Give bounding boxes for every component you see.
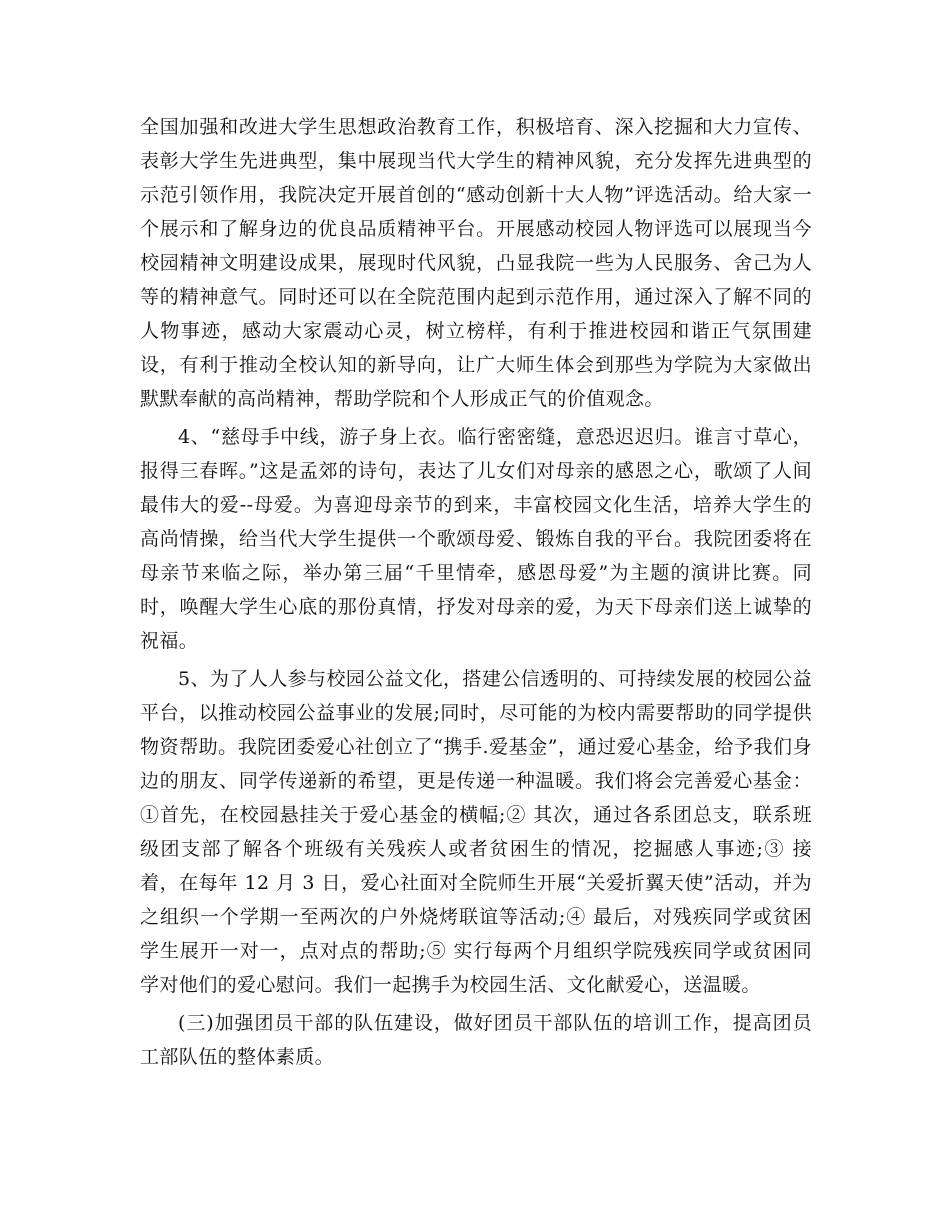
paragraph-section-3: (三)加强团员干部的队伍建设，做好团员干部队伍的培训工作，提高团员工部队伍的整体素质。: [140, 1012, 812, 1068]
document-body: [140, 110, 812, 1078]
paragraph-item-5: 5、为了人人参与校园公益文化，搭建公信透明的、可持续发展的校园公益平台，以推动校园公益事业的发展;同时，尽可能的为校内需要帮助的同学提供物资帮助。我院团委爱心社创立了“携手.爱基金”，通过爱心基金，给予我们身边的朋友、同学传递新的希望，更是传递一种温暖。我们将会完善爱心基金：①首先，在校园悬挂关于爱心基金的横幅;② 其次，通过各系团总支，联系班级团支部了解各个班级有关残疾人或者贫困生的情况，挖掘感人事迹;③ 接着，在每年 12 月 3 日，爱心社面对全院师生开展“关爱折翼天使”活动，并为之组织一个学期一至两次的户外烧烤联谊等活动;④ 最后，对残疾同学或贫困学生展开一对一，点对点的帮助;⑤ 实行每两个月组织学院残疾同学或贫困同学对他们的爱心慰问。我们一起携手为校园生活、文化献爱心，送温暖。: [140, 668, 812, 996]
paragraph-item-4: 4、“慈母手中线，游子身上衣。临行密密缝，意恐迟迟归。谁言寸草心，报得三春晖。”这是孟郊的诗句，表达了儿女们对母亲的感恩之心，歌颂了人间最伟大的爱--母爱。为喜迎母亲节的到来，丰富校园文化生活，培养大学生的高尚情操，给当代大学生提供一个歌颂母爱、锻炼自我的平台。我院团委将在母亲节来临之际，举办第三届“千里情牵，感恩母爱”为主题的演讲比赛。同时，唤醒大学生心底的那份真情，抒发对母亲的爱，为天下母亲们送上诚挚的祝福。: [140, 426, 812, 652]
paragraph-continuation: 全国加强和改进大学生思想政治教育工作，积极培育、深入挖掘和大力宣传、表彰大学生先进典型，集中展现当代大学生的精神风貌，充分发挥先进典型的示范引领作用，我院决定开展首创的“感动创新十大人物”评选活动。给大家一个展示和了解身边的优良品质精神平台。开展感动校园人物评选可以展现当今校园精神文明建设成果，展现时代风貌，凸显我院一些为人民服务、舍己为人等的精神意气。同时还可以在全院范围内起到示范作用，通过深入了解不同的人物事迹，感动大家震动心灵，树立榜样，有利于推进校园和谐正气氛围建设，有利于推动全校认知的新导向，让广大师生体会到那些为学院为大家做出默默奉献的高尚精神，帮助学院和个人形成正气的价值观念。: [140, 116, 812, 410]
